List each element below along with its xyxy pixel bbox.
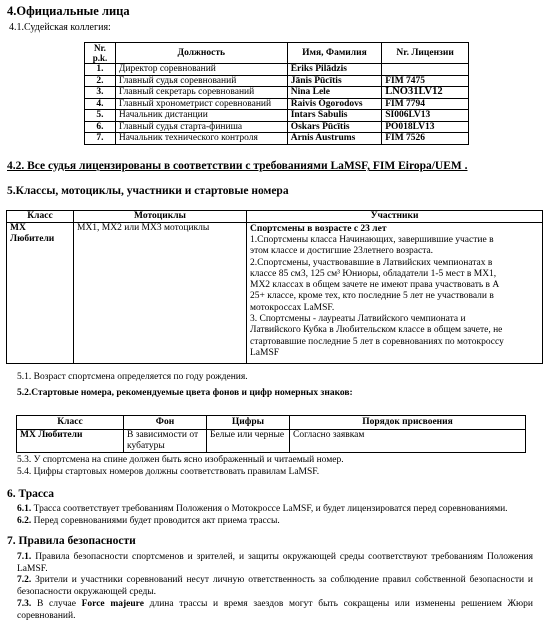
paragraph-number: 6.1. xyxy=(17,504,32,514)
cell-position: Начальник дистанции xyxy=(115,110,287,122)
col-header-digits: Цифры xyxy=(207,416,290,430)
paragraph-text: В случае xyxy=(31,599,82,609)
cell-motorcycles: MX1, MX2 или MX3 мотоциклы xyxy=(74,223,247,364)
cell-order: Согласно заявкам xyxy=(290,430,526,453)
table-row xyxy=(85,64,469,76)
numbers-table xyxy=(16,415,526,453)
cell-position: Главный судья соревнований xyxy=(115,75,287,87)
cell-license: LNO31LV12 xyxy=(382,87,469,99)
col-header-nr: Nr. p.k. xyxy=(85,43,116,64)
col-header-license: Nr. Лицензии xyxy=(382,43,469,64)
cell-license xyxy=(382,64,469,76)
paragraph-text: Правила безопасности спортсменов и зрителей, и защиты окружающей среды соответствуют требованиям Положения LaMSF. xyxy=(17,552,533,574)
cell-name: Raivis Ogorodovs xyxy=(287,98,382,110)
table-row xyxy=(85,98,469,110)
cell-nr: 5. xyxy=(85,110,116,122)
table-header-row xyxy=(7,211,543,223)
cell-license: PO018LV13 xyxy=(382,121,469,133)
participants-text: 1.Спортсмены класса Начинающих, завершившие участие в этом классе и достигшие 23летнего возраста. 2.Спортсмены, участвовавшие в Латвийских чемпионатах в классе 85 см3, 125 см³ Юниоры, обладатели 1-5 мест в MX1, MX2 классах в общем зачете не имеют права участвовать в А 25+ классе, кроме тех, кто последние 5 лет не участвовали в мотокроссах LaMSF. 3. Спортсмены - лауреаты Латвийского чемпионата и Латвийского Кубка в Любительском классе в общем зачете, не стартовавшие последние 5 лет в соревнованиях по мотокроссу LaMSF xyxy=(250,235,504,358)
cell-name: Jānis Pūcītis xyxy=(287,75,382,87)
paragraph-5-1: 5.1. Возраст спортсмена определяется по году рождения. xyxy=(17,372,248,382)
paragraph-text: Перед соревнованиями будет проводится акт приема трассы. xyxy=(31,516,280,526)
paragraph-text: Трасса соответствует требованиям Положения о Мотокроссе LaMSF, и будет лицензироватся перед соревнованиями. xyxy=(31,504,508,514)
paragraph-5-4: 5.4. Цифры стартовых номеров должны соответствовать правилам LaMSF. xyxy=(17,467,320,477)
col-header-name: Имя, Фамилия xyxy=(287,43,382,64)
cell-position: Директор соревнований xyxy=(115,64,287,76)
cell-class: MX Любители xyxy=(17,430,124,453)
cell-position: Начальник технического контроля xyxy=(115,133,287,145)
section-4-1-subtitle: 4.1.Судейская коллегия: xyxy=(9,22,111,33)
section-7-title: 7. Правила безопасности xyxy=(7,535,136,547)
paragraph-7-2 xyxy=(17,575,533,598)
section-5-title: 5.Классы, мотоциклы, участники и стартовые номера xyxy=(7,185,289,197)
cell-license: FIM 7475 xyxy=(382,75,469,87)
cell-position: Главный судья старта-финиша xyxy=(115,121,287,133)
cell-nr: 4. xyxy=(85,98,116,110)
classes-table xyxy=(6,210,543,364)
table-row xyxy=(85,133,469,145)
cell-position: Главный секретарь соревнований xyxy=(115,87,287,99)
table-header-row xyxy=(17,416,526,430)
paragraph-6-2 xyxy=(17,516,537,528)
col-header-order: Порядок присвоения xyxy=(290,416,526,430)
cell-nr: 1. xyxy=(85,64,116,76)
col-header-participants: Участники xyxy=(247,211,543,223)
paragraph-text: Зрители и участники соревнований несут личную ответственность за соблюдение правил собственной безопасности и безопасности окружающей среды. xyxy=(17,575,533,597)
cell-license: FIM 7794 xyxy=(382,98,469,110)
cell-nr: 6. xyxy=(85,121,116,133)
table-header-row xyxy=(85,43,469,64)
cell-name: Arnis Austrums xyxy=(287,133,382,145)
cell-participants xyxy=(247,223,543,364)
paragraph-number: 7.3. xyxy=(17,599,32,609)
table-row xyxy=(17,430,526,453)
paragraph-6-1 xyxy=(17,504,537,516)
cell-name: Nina Lele xyxy=(287,87,382,99)
paragraph-7-3 xyxy=(17,599,533,622)
cell-digits: Белые или черные xyxy=(207,430,290,453)
paragraph-5-3: 5.3. У спортсмена на спине должен быть ясно изображенный и читаемый номер. xyxy=(17,455,344,465)
cell-name: Oskars Pūcītis xyxy=(287,121,382,133)
cell-class: MX Любители xyxy=(7,223,74,364)
paragraph-number: 7.1. xyxy=(17,552,32,562)
cell-position: Главный хронометрист соревнований xyxy=(115,98,287,110)
table-row xyxy=(85,121,469,133)
paragraph-5-2: 5.2.Стартовые номера, рекомендуемые цвета фонов и цифр номерных знаков: xyxy=(17,388,353,398)
cell-license: FIM 7526 xyxy=(382,133,469,145)
cell-nr: 3. xyxy=(85,87,116,99)
cell-nr: 7. xyxy=(85,133,116,145)
cell-name: Intars Sabulis xyxy=(287,110,382,122)
table-row xyxy=(85,87,469,99)
cell-license: SI006LV13 xyxy=(382,110,469,122)
paragraph-7-1 xyxy=(17,552,533,575)
participants-title: Спортсмены в возрасте с 23 лет xyxy=(250,224,387,234)
col-header-background: Фон xyxy=(124,416,207,430)
table-row xyxy=(85,75,469,87)
section-4-title: 4.Официальные лица xyxy=(7,4,130,18)
judges-table xyxy=(84,42,469,145)
paragraph-number: 6.2. xyxy=(17,516,32,526)
cell-background: В зависимости от кубатуры xyxy=(124,430,207,453)
cell-name: Ēriks Pilādzis xyxy=(287,64,382,76)
section-6-title: 6. Трасса xyxy=(7,488,54,500)
section-4-2-note: 4.2. Все судья лицензированы в соответствии с требованиями LaMSF, FIM Eiropa/UEM . xyxy=(7,160,468,172)
cell-nr: 2. xyxy=(85,75,116,87)
col-header-class: Класс xyxy=(7,211,74,223)
force-majeure-term: Force majeure xyxy=(81,599,144,609)
table-row xyxy=(85,110,469,122)
col-header-motorcycles: Мотоциклы xyxy=(74,211,247,223)
col-header-class: Класс xyxy=(17,416,124,430)
table-row xyxy=(7,223,543,364)
paragraph-text: длина трассы и время заездов могут быть сокращены или изменены решением Жюри соревнований. xyxy=(17,599,533,621)
col-header-position: Должность xyxy=(115,43,287,64)
paragraph-number: 7.2. xyxy=(17,575,32,585)
